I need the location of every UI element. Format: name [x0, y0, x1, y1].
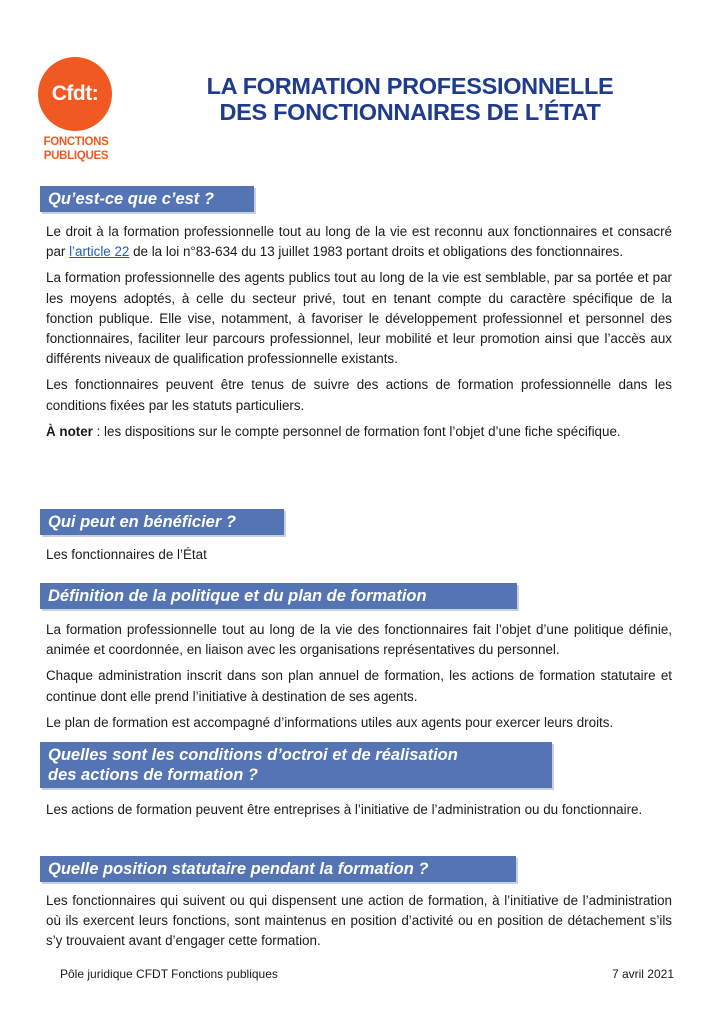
paragraph: Chaque administration inscrit dans son plan annuel de formation, les actions de formation statutaire et continue dont elle prend l’initiative à destination de ses agents.: [46, 668, 672, 704]
page-title: [130, 73, 690, 125]
paragraph: Les fonctionnaires de l’État: [46, 547, 207, 562]
section-body-who-benefits: [46, 545, 672, 571]
logo-circle: [38, 57, 112, 131]
cfdt-logo: [38, 57, 114, 163]
paragraph: [46, 222, 672, 262]
section-body-conditions: [46, 800, 672, 826]
paragraph: La formation professionnelle tout au long de la vie des fonctionnaires fait l’objet d’une politique définie, animée et coordonnée, en liaison avec les organisations représentatives du personnel.: [46, 622, 672, 658]
paragraph: Le plan de formation est accompagné d’informations utiles aux agents pour exercer leurs droits.: [46, 714, 614, 730]
footer-left: Pôle juridique CFDT Fonctions publiques: [60, 967, 278, 981]
paragraph: La formation professionnelle des agents publics tout au long de la vie est semblable, par sa portée et par les moyens adoptés, à celle du secteur privé, tout en tenant compte du caractère spécifique de la fonction publique. Elle vise, notamment, à favoriser le développement professionnel et personnel des fonctionnaires, faciliter leur parcours professionnel, leur mobilité et leur promotion ainsi que l’accès aux différents niveaux de qualification professionnelle existants.: [46, 270, 672, 367]
paragraph: Les actions de formation peuvent être entreprises à l’initiative de l’administration ou du fonctionnaire.: [46, 802, 643, 817]
paragraph: [46, 422, 672, 442]
section-heading-what-is-it: Qu’est-ce que c’est ?: [40, 186, 254, 212]
note-label: À noter: [46, 423, 93, 439]
article-22-link[interactable]: l’article 22: [69, 244, 130, 260]
section-body-what-is-it: [46, 222, 672, 448]
logo-subtitle: [38, 135, 114, 163]
footer-date: 7 avril 2021: [611, 967, 674, 981]
section-heading-statutory-position: Quelle position statutaire pendant la formation ?: [40, 856, 516, 882]
paragraph: Les fonctionnaires qui suivent ou qui dispensent une action de formation, à l’initiative de l’administration où ils exercent leurs fonctions, sont maintenus en position d’activité ou en position de détachement s’ils s’y trouvaient avant d’engager cette formation.: [46, 893, 672, 949]
paragraph-text: de la loi n°83-634 du 13 juillet 1983 portant droits et obligations des fonctionnaires.: [129, 244, 624, 260]
paragraph: Les fonctionnaires peuvent être tenus de suivre des actions de formation professionnelle dans les conditions fixées par les statuts particuliers.: [46, 377, 672, 413]
section-heading-who-benefits: Qui peut en bénéficier ?: [40, 509, 284, 535]
section-heading-line2: des actions de formation ?: [48, 766, 258, 784]
section-heading-conditions: [40, 742, 552, 788]
page-title-line1: LA FORMATION PROFESSIONNELLE: [206, 73, 614, 99]
paragraph-text: Le droit à la formation professionnelle tout au long de la vie est reconnu aux fonctionnaires et consacré par: [46, 224, 672, 260]
section-heading-policy-definition: Définition de la politique et du plan de formation: [40, 583, 517, 609]
logo-word: Cfdt:: [51, 82, 99, 105]
logo-subtitle-line1: FONCTIONS: [43, 136, 109, 148]
section-body-policy-definition: [46, 620, 672, 739]
section-heading-line1: Quelles sont les conditions d’octroi et de réalisation: [48, 746, 458, 764]
logo-subtitle-line2: PUBLIQUES: [43, 150, 109, 162]
section-body-statutory-position: [46, 891, 672, 958]
paragraph-text: : les dispositions sur le compte personnel de formation font l’objet d’une fiche spécifique.: [92, 423, 621, 439]
page-title-line2: DES FONCTIONNAIRES DE L’ÉTAT: [219, 99, 601, 125]
